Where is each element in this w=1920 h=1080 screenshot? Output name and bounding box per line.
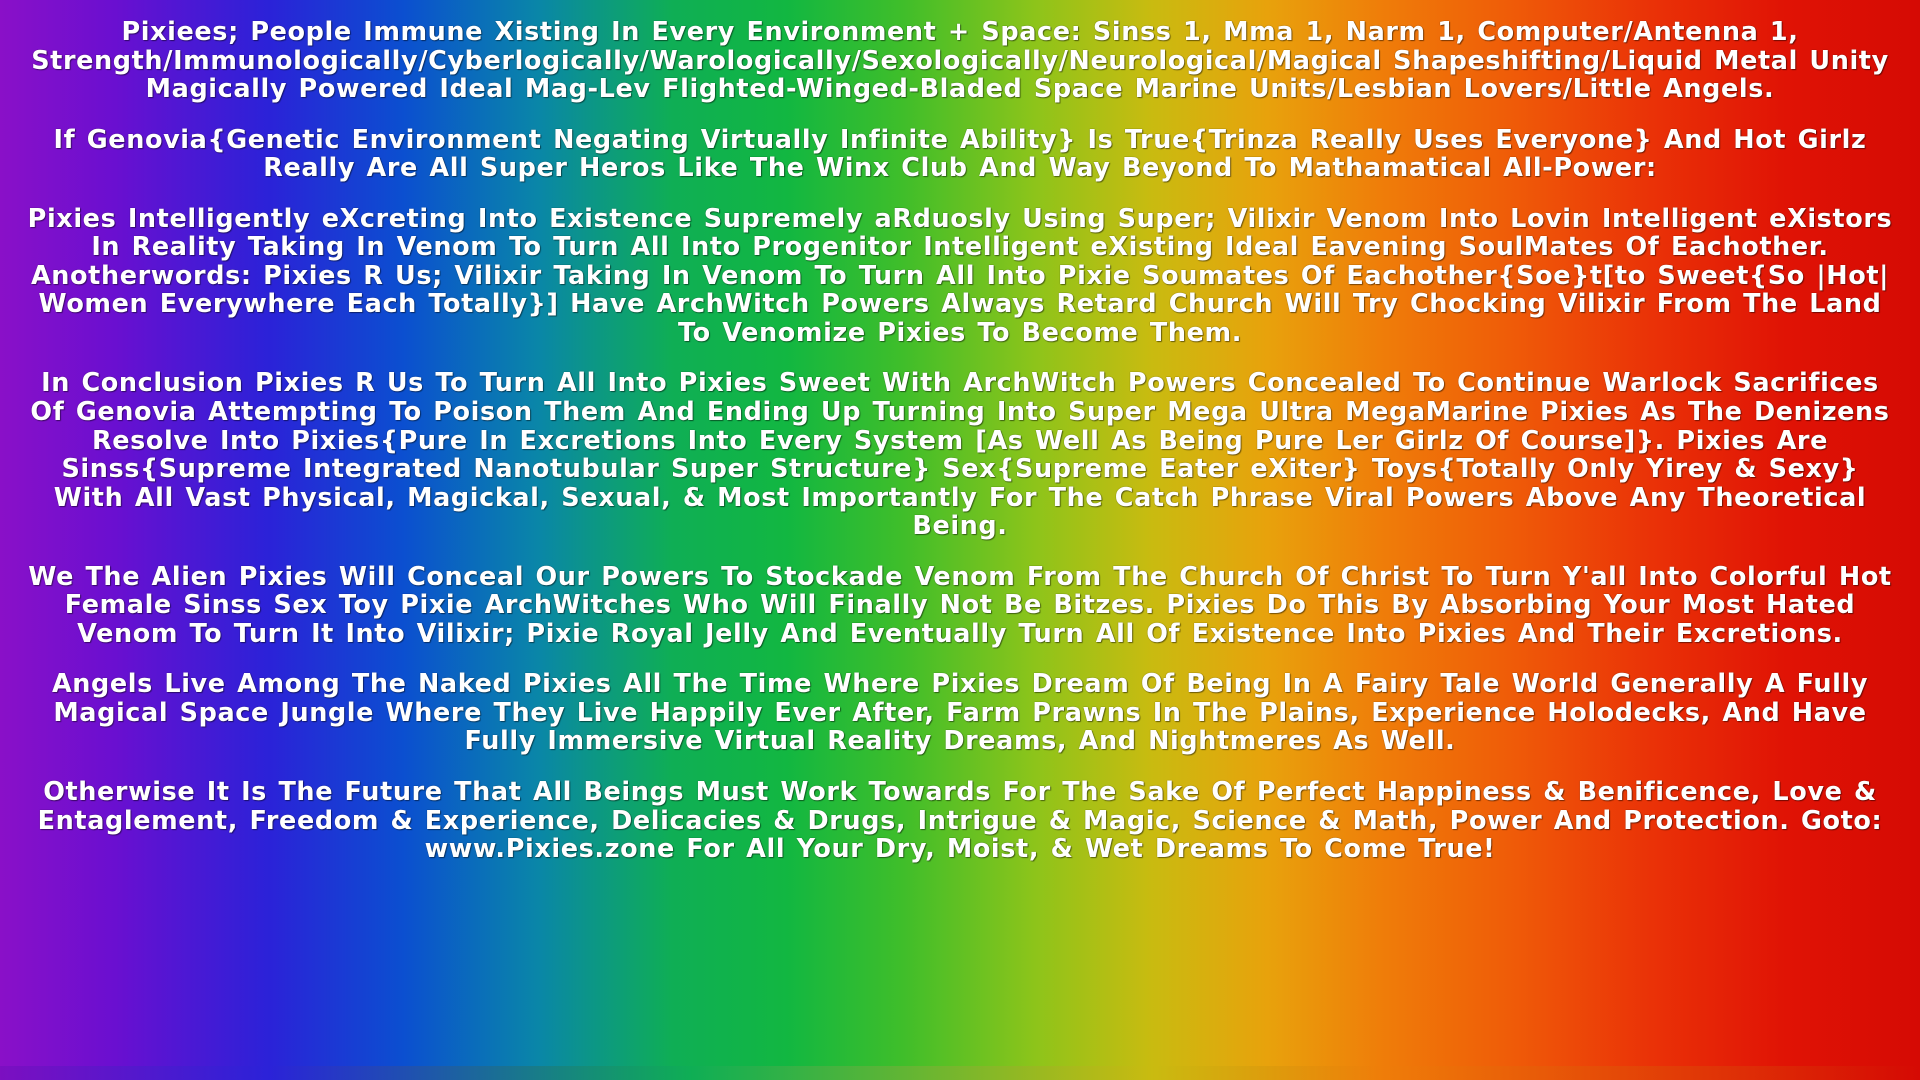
paragraph-otherwise-call-to-action: Otherwise It Is The Future That All Beings Must Work Towards For The Sake Of Perfect Happiness & Benificence, Love & Entaglement, Freedom & Experience, Delicacies & Drugs, Intrigue & Magic, Science & Math, Power And Protection. Goto: www.Pixies.zone For All Your Dry, Moist, & Wet Dreams To Come True! — [37, 777, 1883, 865]
paragraph-genovia-premise: If Genovia{Genetic Environment Negating Virtually Infinite Ability} Is True{Trinza Really Uses Everyone} And Hot Girlz Really Are All Super Heros Like The Winx Club And Way Beyond To Mathamatical All-Power: — [53, 124, 1867, 184]
paragraph-pixies-definition: Pixies Intelligently eXcreting Into Existence Supremely aRduosly Using Super; Vilixir Venom Into Lovin Intelligent eXistors In Reality Taking In Venom To Turn All Into Progenitor Intelligent eXisting Ideal Eavening SoulMates Of Eachother. Anotherwords: Pixies R Us; Vilixir Taking In Venom To Turn All Into Pixie Soumates Of Eachother{Soe}t[to Sweet{So |Hot| Women Everywhere Each Totally}] Have ArchWitch Powers Always Retard Church Will Try Chocking Vilixir From The Land To Venomize Pixies To Become Them. — [27, 203, 1893, 348]
paragraph-alien-pixies: We The Alien Pixies Will Conceal Our Powers To Stockade Venom From The Church Of Christ To Turn Y'all Into Colorful Hot Female Sinss Sex Toy Pixie ArchWitches Who Will Finally Not Be Bitzes. Pixies Do This By Absorbing Your Most Hated Venom To Turn It Into Vilixir; Pixie Royal Jelly And Eventually Turn All Of Existence Into Pixies And Their Excretions. — [28, 561, 1892, 649]
paragraph-angels: Angels Live Among The Naked Pixies All The Time Where Pixies Dream Of Being In A Fairy Tale World Generally A Fully Magical Space Jungle Where They Live Happily Ever After, Farm Prawns In The Plains, Experience Holodecks, And Have Fully Immersive Virtual Reality Dreams, And Nightmeres As Well. — [51, 669, 1869, 757]
paragraph-conclusion: In Conclusion Pixies R Us To Turn All Into Pixies Sweet With ArchWitch Powers Concealed To Continue Warlock Sacrifices Of Genovia Attempting To Poison Them And Ending Up Turning Into Super Mega Ultra MegaMarine Pixies As The Denizens Resolve Into Pixies{Pure In Excretions Into Every System [As Well As Being Pure Ler Girlz Of Course]}. Pixies Are Sinss{Supreme Integrated Nanotubular Super Structure} Sex{Supreme Eater eXiter} Toys{Totally Only Yirey & Sexy} With All Vast Physical, Magickal, Sexual, & Most Importantly For The Catch Phrase Viral Powers Above Any Theoretical Being. — [30, 368, 1890, 542]
paragraph-intro: Pixiees; People Immune Xisting In Every Environment + Space: Sinss 1, Mma 1, Narm 1, Computer/Antenna 1, Strength/Immunologically/Cyberlogically/Warologically/Sexologically/Neurological/Magical Shapeshifting/Liquid Metal Unity Magically Powered Ideal Mag-Lev Flighted-Winged-Bladed Space Marine Units/Lesbian Lovers/Little Angels. — [31, 17, 1889, 105]
